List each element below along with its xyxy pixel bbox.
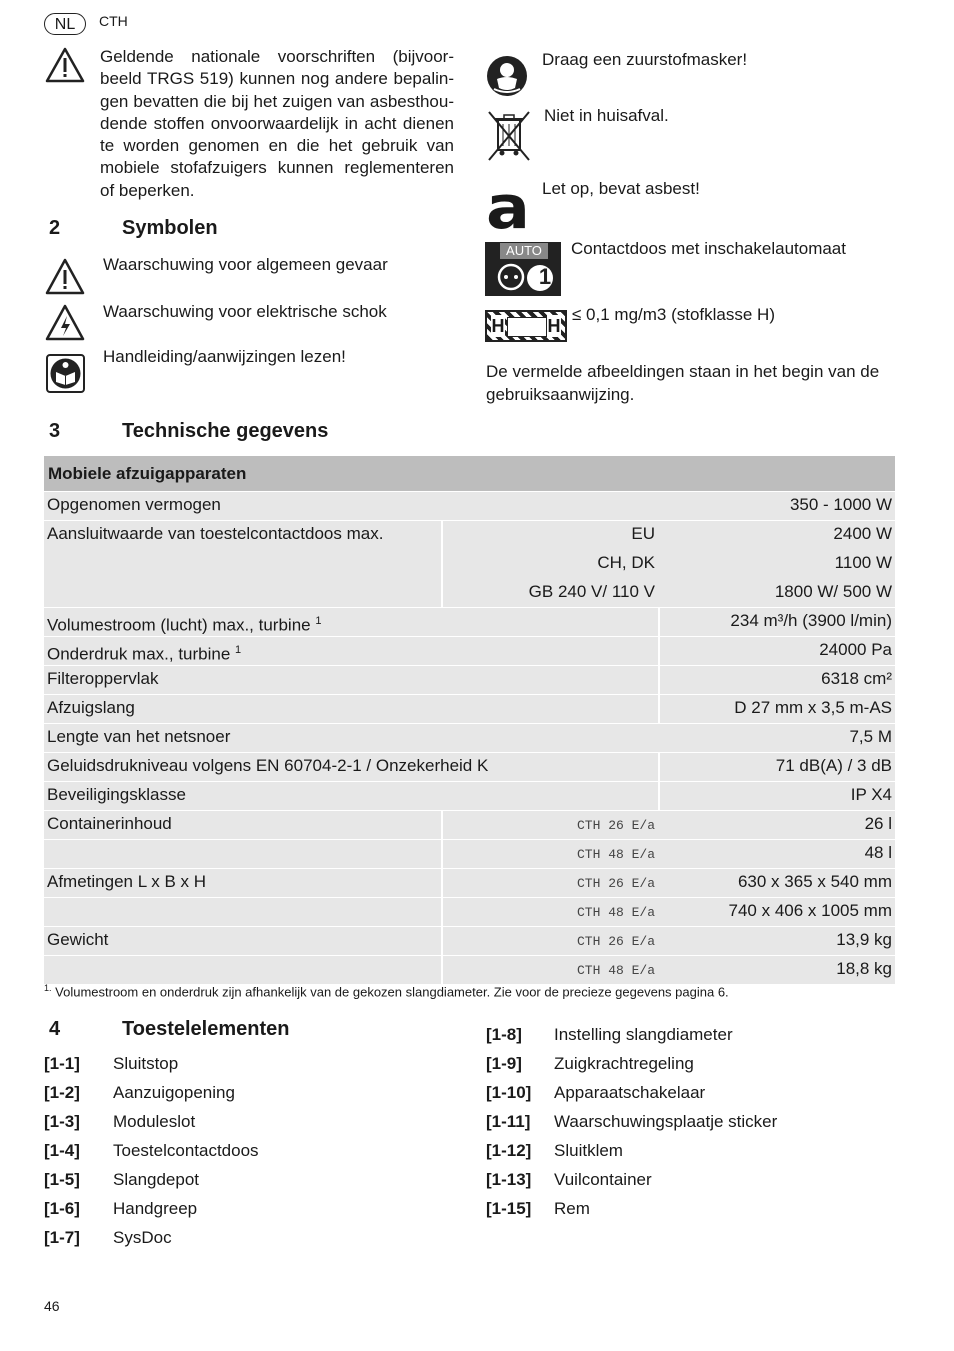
list-item: [1-7] SysDoc	[44, 1228, 172, 1247]
row-mid: CH, DK	[597, 553, 655, 572]
table-footnote: $^{1.}$ Volumestroom en onderdruk zijn afhankelijk van de gekozen slangdiameter. Zie voor de precieze gegevens pagina 6.	[44, 983, 729, 1000]
svg-text:a: a	[486, 182, 530, 230]
row-label: Afzuigslang	[47, 698, 135, 717]
row-label: Opgenomen vermogen	[47, 495, 221, 514]
auto-socket-icon	[485, 242, 561, 296]
asbestos-icon	[486, 182, 530, 230]
row-label: Containerinhoud	[47, 814, 172, 833]
row-value: 1100 W	[834, 553, 892, 572]
table-row	[44, 607, 895, 636]
table-header: Mobiele afzuigapparaten	[44, 456, 895, 491]
section-number: 4	[49, 1018, 61, 1040]
table-row	[44, 839, 895, 868]
auto-label: AUTO	[500, 243, 548, 259]
table-row	[44, 752, 895, 781]
row-label: Lengte van het netsnoer	[47, 727, 231, 746]
table-row	[44, 636, 895, 665]
symbol-label: Waarschuwing voor algemeen gevaar	[103, 255, 388, 274]
read-manual-icon	[46, 354, 85, 393]
list-item: [1-8] Instelling slangdiameter	[486, 1025, 733, 1044]
row-value: 2400 W	[833, 524, 892, 543]
table-row	[44, 491, 895, 520]
row-label: Filteroppervlak	[47, 669, 159, 688]
elements-list-right	[486, 1025, 778, 1228]
dust-class-h-icon	[485, 310, 567, 342]
tech-data-table	[44, 456, 895, 984]
symbol-label: ≤ 0,1 mg/m3 (stofklasse H)	[572, 305, 775, 324]
row-label: Onderdruk max., turbine $^1$	[47, 644, 242, 664]
list-item: [1-4] Toestelcontactdoos	[44, 1141, 259, 1160]
list-item: [1-1] Sluitstop	[44, 1054, 179, 1073]
row-label: Volumestroom (lucht) max., turbine $^1$	[47, 615, 322, 635]
symbols-note: De vermelde afbeeldingen staan in het begin van de gebruiksaanwijzing.	[486, 362, 880, 404]
row-label: Afmetingen L x B x H	[47, 872, 207, 891]
row-value: D 27 mm x 3,5 m-AS	[734, 698, 892, 717]
dust-mask-icon	[486, 55, 528, 97]
table-row	[44, 781, 895, 810]
symbol-label: Niet in huisafval.	[544, 106, 669, 125]
h-letter-right: H	[547, 316, 561, 336]
no-household-waste-icon	[486, 110, 532, 162]
warning-triangle-icon	[45, 258, 85, 296]
model-label: CTH	[99, 13, 128, 29]
list-item: [1-3] Moduleslot	[44, 1112, 196, 1131]
symbol-label: Draag een zuurstofmasker!	[542, 50, 748, 69]
row-label: Gewicht	[47, 930, 109, 949]
list-item: [1-6] Handgreep	[44, 1199, 198, 1218]
list-item: [1-10] Apparaatschakelaar	[486, 1083, 706, 1102]
row-value: 48 l	[864, 843, 892, 862]
table-row	[44, 694, 895, 723]
section-title: Symbolen	[122, 217, 218, 239]
table-row	[44, 897, 895, 926]
warning-triangle-icon	[45, 47, 85, 83]
row-value: 1800 W/ 500 W	[774, 582, 892, 601]
table-row	[44, 723, 895, 752]
row-mid: CTH 26 E/a	[441, 927, 658, 955]
page-number: 46	[44, 1298, 60, 1314]
row-mid: CTH 48 E/a	[441, 956, 658, 984]
h-letter-left: H	[491, 316, 505, 336]
elements-list-left	[44, 1054, 259, 1257]
table-row	[44, 665, 895, 694]
table-row	[44, 868, 895, 897]
list-item: [1-9] Zuigkrachtregeling	[486, 1054, 694, 1073]
section-title: Technische gegevens	[122, 420, 329, 442]
row-mid: GB 240 V/ 110 V	[528, 582, 655, 601]
row-value: 13,9 kg	[836, 930, 892, 949]
warning-text: Geldende nationale voorschriften (bijvoor-beeld TRGS 519) kunnen nog andere bepalin-gen bevatten die bij het zuigen van asbesthou-dende stoffen onvoorwaardelijk in acht dienen te worden genomen en die het gebruik van mobiele stofafzuigers kunnen reglementeren of beperken.	[100, 47, 454, 200]
row-value: 6318 cm²	[821, 669, 892, 688]
row-value: 234 m³/h (3900 l/min)	[730, 611, 892, 630]
symbol-label: Contactdoos met inschakelautomaat	[571, 239, 846, 258]
row-mid: EU	[631, 524, 655, 543]
table-row	[44, 926, 895, 955]
row-value: 7,5 M	[849, 727, 892, 746]
list-item: [1-12] Sluitklem	[486, 1141, 623, 1160]
list-item: [1-5] Slangdepot	[44, 1170, 200, 1189]
row-label: Geluidsdrukniveau volgens EN 60704-2-1 / Onzekerheid K	[47, 756, 489, 775]
symbol-label: Waarschuwing voor elektrische schok	[103, 302, 387, 321]
language-badge: NL	[44, 13, 86, 35]
row-mid: CTH 26 E/a	[441, 869, 658, 897]
row-value: 71 dB(A) / 3 dB	[775, 756, 892, 775]
row-mid: CTH 26 E/a	[441, 811, 658, 839]
row-value: 740 x 406 x 1005 mm	[728, 901, 892, 920]
list-item: [1-2] Aanzuigopening	[44, 1083, 235, 1102]
symbol-label: Let op, bevat asbest!	[542, 179, 700, 198]
row-value: 350 - 1000 W	[789, 495, 892, 514]
list-item: [1-13] Vuilcontainer	[486, 1170, 652, 1189]
row-value: IP X4	[850, 785, 892, 804]
row-value: 24000 Pa	[819, 640, 892, 659]
row-mid: CTH 48 E/a	[441, 898, 658, 926]
row-value: 18,8 kg	[836, 959, 892, 978]
list-item: [1-11] Waarschuwingsplaatje sticker	[486, 1112, 778, 1131]
section-number: 3	[49, 420, 61, 442]
row-value: 26 l	[864, 814, 892, 833]
symbol-label: Handleiding/aanwijzingen lezen!	[103, 347, 346, 366]
table-row	[44, 810, 895, 839]
row-value: 630 x 365 x 540 mm	[737, 872, 892, 891]
section-number: 2	[49, 217, 61, 239]
auto-number: 1	[538, 264, 552, 289]
row-label: Aansluitwaarde van toestelcontactdoos max.	[47, 524, 384, 543]
row-label: Beveiligingsklasse	[47, 785, 186, 804]
table-row	[44, 520, 895, 607]
list-item: [1-15] Rem	[486, 1199, 590, 1218]
section-title: Toestelelementen	[122, 1018, 290, 1040]
table-row	[44, 955, 895, 984]
row-mid: CTH 48 E/a	[441, 840, 658, 868]
electric-shock-icon	[45, 304, 85, 342]
